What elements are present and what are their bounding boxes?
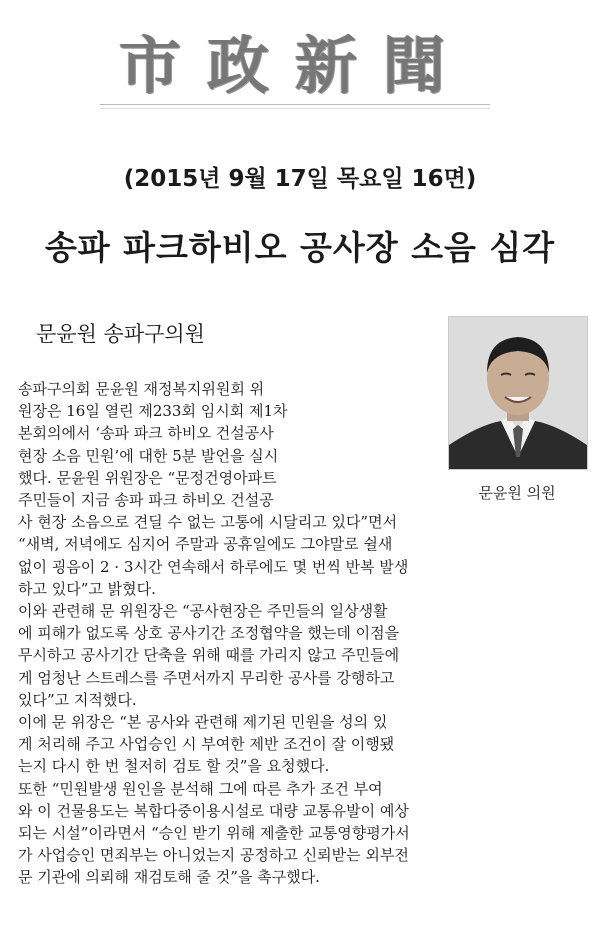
- article-line: 현장 소음 민원’에 대한 5분 발언을 실시: [18, 446, 279, 465]
- article-line: 또한 “민원발생 원인을 분석해 그에 따른 추가 조건 부여: [18, 779, 383, 798]
- article-line: 가 사업승인 면죄부는 아니었는지 공정하고 신뢰받는 외부전: [18, 846, 409, 865]
- headline: 송파 파크하비오 공사장 소음 심각: [44, 228, 556, 267]
- masthead-rule: [100, 104, 490, 109]
- article-line: 했다. 문윤원 위원장은 “문정건영아파트: [18, 468, 277, 487]
- article-line: 이에 문 위장은 “본 공사와 관련해 제기된 민원을 성의 있: [18, 713, 388, 732]
- article-line: 있다”고 지적했다.: [18, 690, 137, 709]
- article-line: 원장은 16일 열린 제233회 임시회 제1차: [18, 402, 288, 421]
- masthead: [60, 12, 530, 102]
- article-line: 없이 굉음이 2 · 3시간 연속해서 하루에도 몇 번씩 반복 발생: [18, 557, 409, 576]
- article-line: 에 피해가 없도록 상호 공사기간 조정협약을 했는데 이점을: [18, 624, 400, 643]
- article-line: 송파구의회 문윤원 재정복지위원회 위: [18, 380, 265, 398]
- article-line: 와 이 건물용도는 복합다중이용시설로 대량 교통유발이 예상: [18, 801, 409, 820]
- article-line: “새벽, 저녁에도 심지어 주말과 공휴일에도 그야말로 쉴새: [18, 535, 393, 554]
- article-line: 이와 관련해 문 위원장은 “공사현장은 주민들의 일상생활: [18, 602, 388, 621]
- article-line: 문 기관에 의뢰해 재검토해 줄 것”을 촉구했다.: [18, 868, 320, 887]
- article-line: 무시하고 공사기간 단축을 위해 때를 가리지 않고 주민들에: [18, 646, 400, 665]
- masthead-title: 市政新聞: [118, 29, 471, 102]
- photo-caption: 문윤원 의원: [478, 484, 556, 502]
- article-line: 사 현장 소음으로 견딜 수 없는 고통에 시달리고 있다”면서: [18, 513, 398, 532]
- article-line: 주민들이 지금 송파 파크 하비오 건설공: [18, 491, 274, 510]
- article-line: 되는 시설”이라면서 “승인 받기 위해 제출한 교통영향평가서: [18, 824, 410, 843]
- article-line: 본회의에서 ‘송파 파크 하비오 건설공사: [18, 424, 274, 443]
- byline: 문윤원 송파구의원: [36, 322, 205, 346]
- article-line: 는지 다시 한 번 철저히 검토 할 것”을 요청했다.: [18, 757, 330, 776]
- dateline: (2015년 9월 17일 목요일 16면): [123, 166, 477, 192]
- article-line: 게 엄청난 스트레스를 주면서까지 무리한 공사를 강행하고: [18, 668, 395, 687]
- article-line: 게 처리해 주고 사업승인 시 부여한 제반 조건이 잘 이행됐: [18, 735, 395, 754]
- article-body: [18, 378, 590, 889]
- article-line: 하고 있다”고 밝혔다.: [18, 579, 156, 598]
